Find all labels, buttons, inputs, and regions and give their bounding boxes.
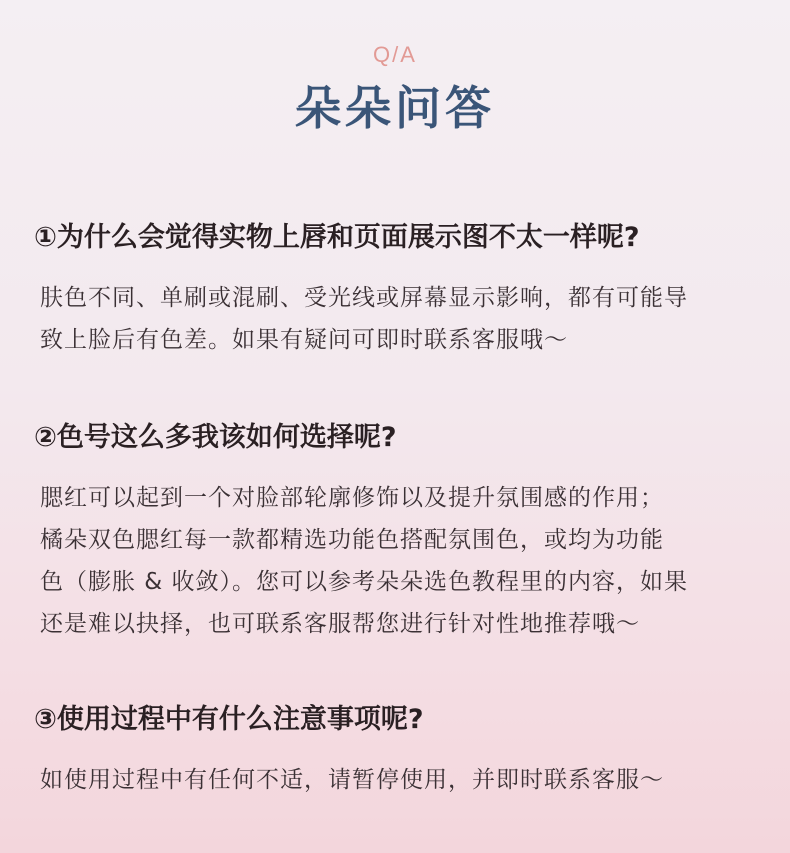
question-2: ②色号这么多我该如何选择呢? bbox=[34, 422, 397, 453]
answer-1 bbox=[34, 277, 764, 361]
answer-3-line-1: 如使用过程中有任何不适，请暂停使用，并即时联系客服～ bbox=[40, 767, 664, 793]
answer-2-line-4: 还是难以抉择，也可联系客服帮您进行针对性地推荐哦～ bbox=[40, 611, 640, 637]
qa-header bbox=[0, 40, 790, 138]
qa-item-2 bbox=[34, 418, 764, 645]
qa-item-3 bbox=[34, 700, 764, 801]
answer-2-line-2: 橘朵双色腮红每一款都精选功能色搭配氛围色，或均为功能 bbox=[40, 527, 664, 553]
question-1: ①为什么会觉得实物上唇和页面展示图不太一样呢? bbox=[34, 222, 640, 253]
answer-2-line-1: 腮红可以起到一个对脸部轮廓修饰以及提升氛围感的作用； bbox=[40, 485, 664, 511]
qa-eyebrow: Q/A bbox=[373, 42, 417, 67]
question-3: ③使用过程中有什么注意事项呢? bbox=[34, 704, 424, 735]
page-title: 朵朵问答 bbox=[295, 81, 495, 135]
qa-item-1 bbox=[34, 218, 764, 361]
answer-2-line-3: 色（膨胀 & 收敛）。您可以参考朵朵选色教程里的内容，如果 bbox=[40, 569, 689, 595]
answer-2 bbox=[34, 477, 764, 645]
answer-1-line-1: 肤色不同、单刷或混刷、受光线或屏幕显示影响，都有可能导 bbox=[40, 285, 688, 311]
answer-3 bbox=[34, 759, 764, 801]
answer-1-line-2: 致上脸后有色差。如果有疑问可即时联系客服哦～ bbox=[40, 327, 568, 353]
